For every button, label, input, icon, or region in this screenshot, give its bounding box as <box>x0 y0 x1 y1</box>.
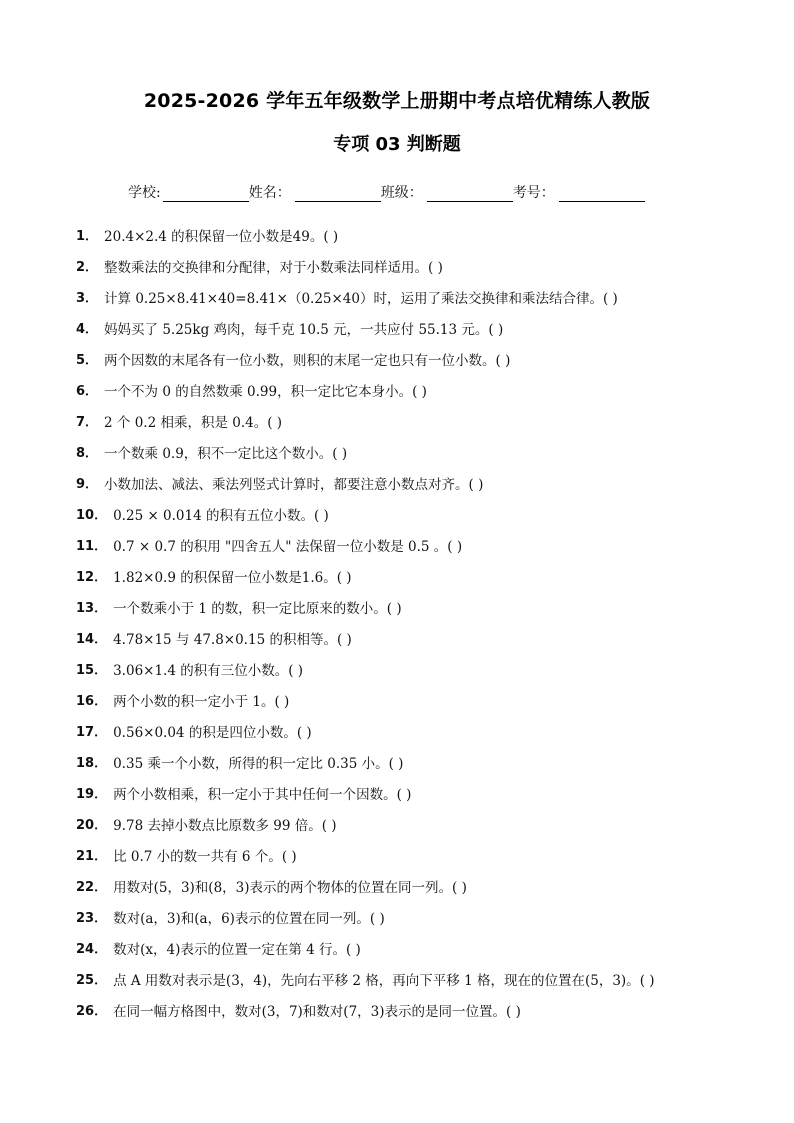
worksheet-title: 2025-2026 学年五年级数学上册期中考点培优精练人教版 <box>143 90 651 112</box>
question-text: 0.7 × 0.7 的积用 "四舍五人" 法保留一位小数是 0.5 。( ) <box>113 539 463 555</box>
question-number: 9． <box>76 477 99 492</box>
school-label: 学校: <box>128 185 161 201</box>
question-number: 25． <box>76 973 108 988</box>
question-item <box>76 753 766 784</box>
question-item <box>76 443 766 474</box>
question-item <box>76 226 766 257</box>
question-text: 20.4×2.4 的积保留一位小数是49。( ) <box>104 229 339 245</box>
question-text: 9.78 去掉小数点比原数多 99 倍。( ) <box>113 818 337 834</box>
question-number: 10． <box>76 508 108 523</box>
question-number: 21． <box>76 849 108 864</box>
question-number: 7． <box>76 415 99 430</box>
name-label: 姓名： <box>248 185 291 201</box>
exam-number-label: 考号： <box>512 185 555 201</box>
student-info-row <box>128 180 688 202</box>
question-number: 18． <box>76 756 108 771</box>
question-item <box>76 784 766 815</box>
question-item <box>76 412 766 443</box>
question-number: 24． <box>76 942 108 957</box>
question-item <box>76 691 766 722</box>
question-text: 妈妈买了 5.25kg 鸡肉，每千克 10.5 元，一共应付 55.13 元。( ) <box>104 322 504 338</box>
question-item <box>76 474 766 505</box>
question-item <box>76 598 766 629</box>
question-number: 16． <box>76 694 108 709</box>
question-item <box>76 350 766 381</box>
question-number: 4． <box>76 322 99 337</box>
question-number: 11． <box>76 539 108 554</box>
question-item <box>76 505 766 536</box>
question-text: 数对(a，3)和(a，6)表示的位置在同一列。( ) <box>113 911 385 927</box>
question-number: 5． <box>76 353 99 368</box>
question-text: 2 个 0.2 相乘，积是 0.4。( ) <box>104 415 283 431</box>
question-text: 点 A 用数对表示是(3，4)，先向右平移 2 格，再向下平移 1 格，现在的位置在(5，3)。( ) <box>113 973 655 989</box>
question-number: 17． <box>76 725 108 740</box>
question-text: 两个小数的积一定小于 1。( ) <box>113 694 290 710</box>
question-number: 3． <box>76 291 99 306</box>
question-text: 4.78×15 与 47.8×0.15 的积相等。( ) <box>113 632 352 648</box>
question-number: 8． <box>76 446 99 461</box>
question-item <box>76 288 766 319</box>
class-label: 班级： <box>380 185 423 201</box>
question-text: 0.25 × 0.014 的积有五位小数。( ) <box>113 508 329 524</box>
question-text: 一个数乘小于 1 的数，积一定比原来的数小。( ) <box>113 601 402 617</box>
question-number: 12． <box>76 570 108 585</box>
question-item <box>76 908 766 939</box>
question-number: 13． <box>76 601 108 616</box>
question-item <box>76 567 766 598</box>
question-text: 3.06×1.4 的积有三位小数。( ) <box>113 663 304 679</box>
question-number: 1． <box>76 229 99 244</box>
question-text: 比 0.7 小的数一共有 6 个。( ) <box>113 849 297 865</box>
name-field <box>249 182 381 202</box>
question-item <box>76 381 766 412</box>
question-text: 用数对(5，3)和(8，3)表示的两个物体的位置在同一列。( ) <box>113 880 467 896</box>
question-text: 两个因数的末尾各有一位小数，则积的末尾一定也只有一位小数。( ) <box>104 353 511 369</box>
question-text: 计算 0.25×8.41×40=8.41×（0.25×40）时，运用了乘法交换律和乘法结合律。( ) <box>104 291 618 307</box>
question-text: 数对(x，4)表示的位置一定在第 4 行。( ) <box>113 942 361 958</box>
school-blank[interactable] <box>163 185 249 202</box>
school-field <box>128 182 249 202</box>
question-item <box>76 1001 766 1032</box>
question-number: 20． <box>76 818 108 833</box>
question-text: 一个不为 0 的自然数乘 0.99，积一定比它本身小。( ) <box>104 384 427 400</box>
question-item <box>76 877 766 908</box>
question-number: 2． <box>76 260 99 275</box>
question-number: 19． <box>76 787 108 802</box>
question-text: 在同一幅方格图中，数对(3，7)和数对(7，3)表示的是同一位置。( ) <box>113 1004 521 1020</box>
question-list <box>76 226 766 1032</box>
exam-number-field <box>513 182 645 202</box>
question-text: 一个数乘 0.9，积不一定比这个数小。( ) <box>104 446 348 462</box>
worksheet-subtitle: 专项 03 判断题 <box>333 134 461 155</box>
question-number: 23． <box>76 911 108 926</box>
class-blank[interactable] <box>427 185 513 202</box>
question-text: 1.82×0.9 的积保留一位小数是1.6。( ) <box>113 570 352 586</box>
class-field <box>381 182 513 202</box>
question-number: 15． <box>76 663 108 678</box>
name-blank[interactable] <box>295 185 381 202</box>
question-text: 整数乘法的交换律和分配律，对于小数乘法同样适用。( ) <box>104 260 443 276</box>
question-item <box>76 257 766 288</box>
question-text: 0.35 乘一个小数，所得的积一定比 0.35 小。( ) <box>113 756 404 772</box>
question-number: 26． <box>76 1004 108 1019</box>
question-item <box>76 939 766 970</box>
question-item <box>76 319 766 350</box>
question-number: 6． <box>76 384 99 399</box>
question-item <box>76 722 766 753</box>
question-text: 0.56×0.04 的积是四位小数。( ) <box>113 725 312 741</box>
question-item <box>76 629 766 660</box>
question-number: 14． <box>76 632 108 647</box>
question-text: 两个小数相乘，积一定小于其中任何一个因数。( ) <box>113 787 412 803</box>
question-item <box>76 970 766 1001</box>
question-number: 22． <box>76 880 108 895</box>
question-item <box>76 846 766 877</box>
question-item <box>76 815 766 846</box>
question-text: 小数加法、减法、乘法列竖式计算时，都要注意小数点对齐。( ) <box>104 477 484 493</box>
exam-number-blank[interactable] <box>559 185 645 202</box>
question-item <box>76 536 766 567</box>
question-item <box>76 660 766 691</box>
